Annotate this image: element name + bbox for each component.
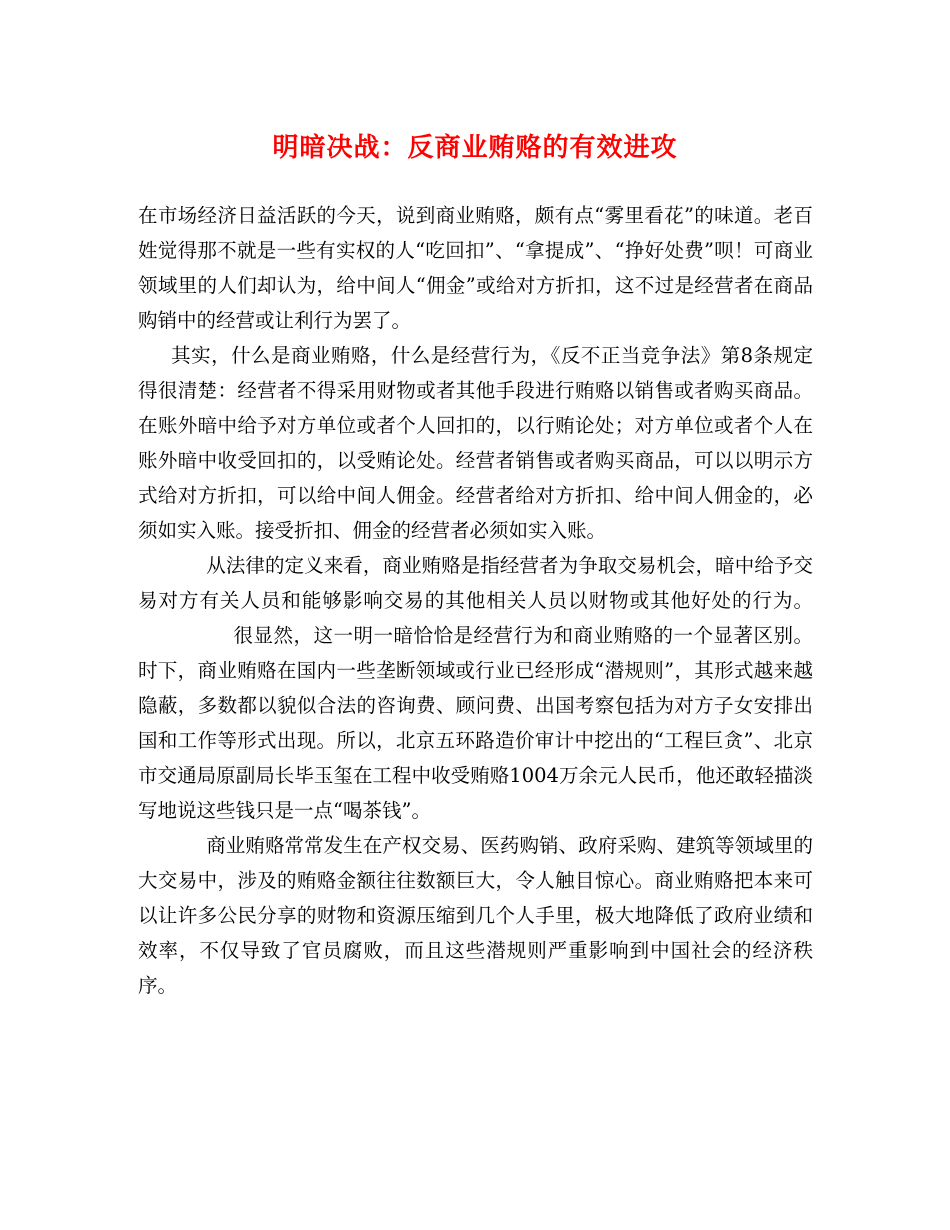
paragraph-3-sentence-1: 从法律的定义来看，商业贿赂是指经营者为争取交易机会，暗中给予交易对方有关人员和能够影响交易的其他相关人员以财物或其他好处的行为。 <box>138 554 813 612</box>
paragraph-1: 在市场经济日益活跃的今天，说到商业贿赂，颇有点“雾里看花”的味道。老百姓觉得那不就是一些有实权的人“吃回扣”、“拿提成”、“挣好处费”呗！可商业领域里的人们却认为，给中间人“佣金”或给对方折扣，这不过是经营者在商品购销中的经营或让利行为罢了。 <box>138 204 813 332</box>
paragraph-3-sentence-2: 很显然，这一明一暗恰恰是经营行为和商业贿赂的一个显著区别。时下，商业贿赂在国内一些垄断领域或行业已经形成“潜规则”，其形式越来越隐蔽，多数都以貌似合法的咨询费、顾问费、出国考察包括为对方子女安排出国和工作等形式出现。所以，北京五环路造价审计中挖出的“工程巨贪”、北京市交通局原副局长毕玉玺在工程中收受贿赂1004万余元人民币，他还敢轻描淡写地说这些钱只是一点“喝茶钱”。 <box>138 624 813 822</box>
document-title: 明暗决战：反商业贿赂的有效进攻 <box>272 133 678 163</box>
paragraph-2: 其实，什么是商业贿赂，什么是经营行为，《反不正当竞争法》第8条规定得很清楚：经营者不得采用财物或者其他手段进行贿赂以销售或者购买商品。在账外暗中给予对方单位或者个人回扣的，以行贿论处；对方单位或者个人在账外暗中收受回扣的，以受贿论处。经营者销售或者购买商品，可以以明示方式给对方折扣，可以给中间人佣金。经营者给对方折扣、给中间人佣金的，必须如实入账。接受折扣、佣金的经营者必须如实入账。 <box>138 344 813 542</box>
paragraph-4: 商业贿赂常常发生在产权交易、医药购销、政府采购、建筑等领域里的大交易中，涉及的贿赂金额往往数额巨大，令人触目惊心。商业贿赂把本来可以让许多公民分享的财物和资源压缩到几个人手里，极大地降低了政府业绩和效率，不仅导致了官员腐败，而且这些潜规则严重影响到中国社会的经济秩序。 <box>138 834 813 997</box>
paragraph-3 <box>138 548 813 828</box>
document-body <box>138 198 813 1003</box>
